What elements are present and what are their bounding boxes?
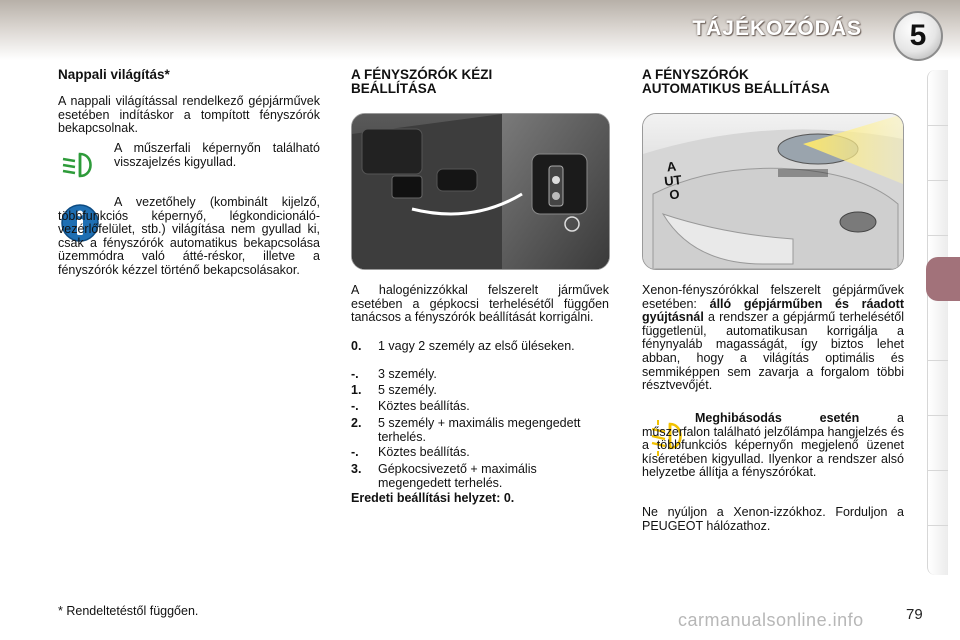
setting-value: 3 személy. (378, 367, 437, 381)
manual-adjuster-photo (351, 113, 610, 270)
daytime-indicator-note: A műszerfali képernyőn található visszajelzés kigyullad. (114, 141, 320, 169)
side-tab-divider (928, 360, 948, 361)
setting-value: 5 személy. (378, 383, 437, 397)
dashboard-lighting-note-block (58, 196, 320, 278)
side-tab-divider (928, 415, 948, 416)
side-tab-divider (928, 470, 948, 471)
auto-intro-rest: a rendszer a gépjármű terhelésétől függetlenül, automatikusan korrigálja a fénynyaláb magasságát, így biztos lehet abban, hogy a világítás optimális és semmiképpen sem zavarja a forgalom többi résztvevőjét. (642, 310, 904, 393)
setting-row-0 (351, 340, 609, 368)
setting-key: 2. (351, 416, 362, 430)
watermark: carmanualsonline.info (678, 610, 864, 630)
section-heading-auto-line2: AUTOMATIKUS BEÁLLÍTÁSA (642, 81, 830, 96)
fault-note (642, 412, 904, 480)
setting-value: Köztes beállítás. (378, 399, 470, 413)
setting-value: 5 személy + maximális megengedett terhelés. (378, 416, 581, 444)
auto-intro-plain: Xenon-fényszórókkal felszerelt gépjárművek esetében: (642, 283, 904, 311)
section-heading-manual-line1: A FÉNYSZÓRÓK KÉZI (351, 67, 493, 82)
side-tab-divider (928, 235, 948, 236)
side-tab-divider (928, 525, 948, 526)
setting-key: 0. (351, 339, 362, 353)
fault-bold: Meghibásodás esetén (695, 411, 860, 425)
chapter-badge: 5 (893, 11, 943, 61)
page-number: 79 (906, 606, 923, 623)
service-note: Ne nyúljon a Xenon-izzókhoz. Forduljon a PEUGEOT hálózathoz. (642, 505, 904, 533)
low-beam-green-icon (60, 150, 100, 184)
auto-label: AUTO (663, 158, 683, 203)
footnote: * Rendeltetéstől függően. (58, 604, 199, 618)
setting-key: 3. (351, 462, 362, 476)
page-title: TÁJÉKOZÓDÁS (692, 17, 862, 40)
side-tab-divider (928, 180, 948, 181)
setting-key: -. (351, 399, 359, 413)
auto-intro-bold: álló gépjárműben és ráadott gyújtásnál (642, 296, 904, 325)
setting-key: -. (351, 445, 359, 459)
side-tab-divider (928, 125, 948, 126)
daytime-intro: A nappali világítással rendelkező gépjárművek esetében indításkor a tompított fényszórók bekapcsolnak. (58, 94, 320, 136)
setting-key: 1. (351, 383, 362, 397)
setting-value: Gépkocsivezető + maximális megengedett terhelés. (378, 462, 537, 490)
side-tab-chapter-5[interactable] (926, 257, 960, 301)
dashboard-lighting-note: A vezetőhely (kombinált kijelző, többfunkciós képernyő, légkondicionáló-vezérlőfelület, stb.) világítása nem gyullad ki, csak a fényszórók automatikus bekapcsolása üzemmódra való átté-réskor, illetve a fényszórók kézzel történő bekapcsolásakor. (58, 195, 320, 277)
section-heading-auto-line1: A FÉNYSZÓRÓK (642, 67, 749, 82)
fault-text: a műszerfalon található jelzőlámpa hangjelzés és a többfunkciós képernyőn megjelenő üzenet kíséretében kigyullad. Ilyenkor a rendszer alsó helyzetbe állítja a fényszórókat. (642, 411, 904, 480)
section-heading-daytime: Nappali világítás* (58, 67, 170, 82)
auto-adjustment-intro (642, 284, 904, 393)
setting-value: 1 vagy 2 személy az első üléseken. (378, 339, 575, 353)
setting-key: -. (351, 367, 359, 381)
setting-value: Köztes beállítás. (378, 445, 470, 459)
fault-note-block (642, 412, 904, 480)
manual-adjustment-intro: A halogénizzókkal felszerelt járművek esetében a gépkocsi terhelésétől függően tanácsos a fényszórók beállítását korrigálni. (351, 283, 609, 325)
section-heading-manual-line2: BEÁLLÍTÁSA (351, 81, 437, 96)
default-setting: Eredeti beállítási helyzet: 0. (351, 491, 515, 505)
side-tab-strip (927, 70, 948, 575)
